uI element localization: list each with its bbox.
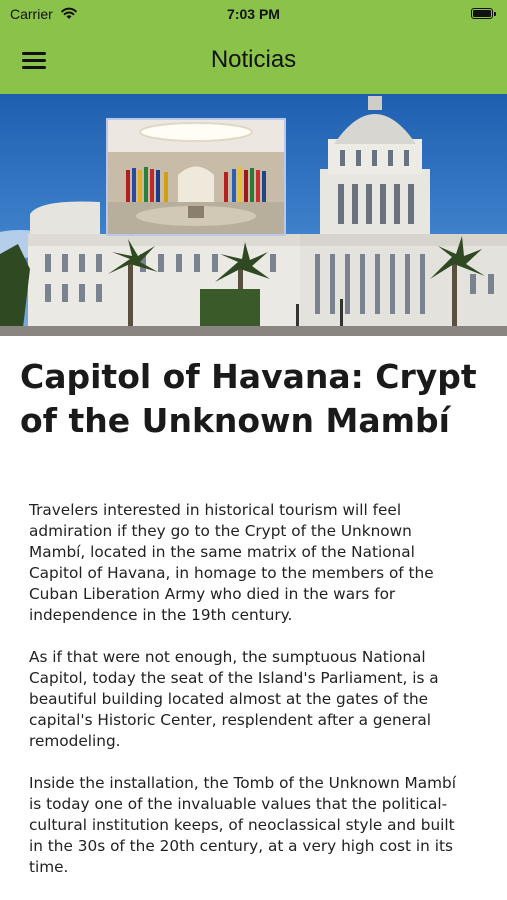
status-bar — [0, 0, 507, 28]
article-title: Capitol of Havana: Crypt of the Unknown Mambí — [20, 357, 477, 440]
article-paragraph: Inside the installation, the Tomb of the Unknown Mambí is today one of the invaluable values that the political-cultural institution keeps, of neoclassical style and built in the 30s of the 20th century, at a very high cost in its time. — [29, 774, 456, 876]
article-body — [29, 500, 469, 899]
crypt-interior-with-flags-photo — [106, 118, 286, 236]
article-paragraph: As if that were not enough, the sumptuous National Capitol, today the seat of the Island's Parliament, is a beautiful building located almost at the gates of the capital's Historic Center, resplendent after a general remodeling. — [29, 648, 439, 750]
nav-bar — [0, 28, 507, 94]
article-paragraph: Travelers interested in historical tourism will feel admiration if they go to the Crypt of the Unknown Mambí, located in the same matrix of the National Capitol of Havana, in homage to the members of the Cuban Liberation Army who died in the wars for independence in the 19th century. — [29, 501, 434, 624]
capitol-building-photo — [0, 94, 507, 336]
status-time: 7:03 PM — [227, 6, 280, 22]
carrier-label: Carrier — [10, 6, 53, 22]
battery-icon — [471, 8, 493, 19]
page-title: Noticias — [210, 46, 297, 73]
